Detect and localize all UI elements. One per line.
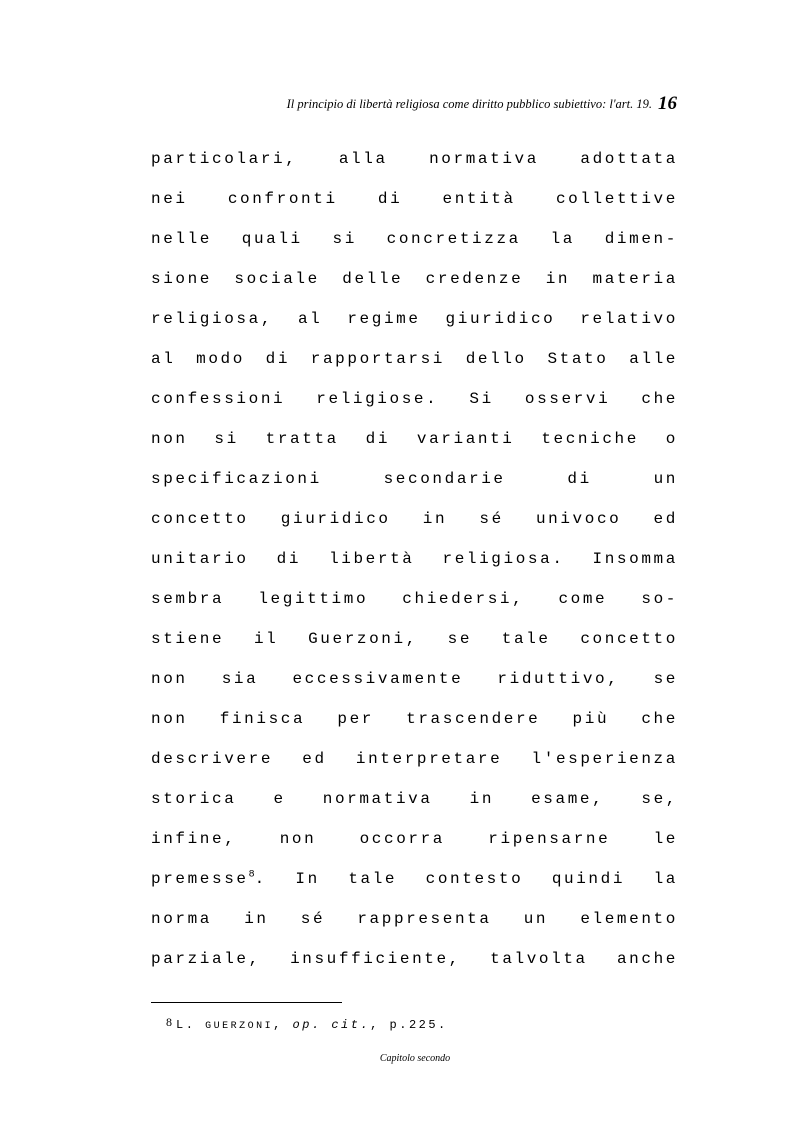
text-line xyxy=(151,863,678,903)
word: se xyxy=(447,630,473,648)
footnote-work: op. cit. xyxy=(292,1018,371,1032)
word: osservi xyxy=(524,390,611,408)
word: quindi xyxy=(551,870,626,888)
word: religiosa. xyxy=(442,550,565,568)
running-header xyxy=(287,94,677,114)
text-line xyxy=(151,383,678,423)
word: trascendere xyxy=(406,710,541,728)
word: concretizza xyxy=(386,230,521,248)
word: quali xyxy=(241,230,303,248)
word: il xyxy=(253,630,279,648)
word: per xyxy=(337,710,374,728)
footnote xyxy=(166,1013,448,1036)
word: sembra xyxy=(151,590,225,608)
word: regime xyxy=(347,310,421,328)
word: Si xyxy=(469,390,494,408)
text-line xyxy=(151,343,678,383)
word: come xyxy=(558,590,608,608)
text-line xyxy=(151,943,678,983)
word: specificazioni xyxy=(151,470,322,488)
text-line xyxy=(151,783,678,823)
footnote-page: , p.225. xyxy=(370,1018,448,1032)
word: libertà xyxy=(329,550,415,568)
text-line xyxy=(151,743,678,783)
word: un xyxy=(523,910,549,928)
word: delle xyxy=(342,270,404,288)
word: secondarie xyxy=(383,470,506,488)
text-line xyxy=(151,503,678,543)
word: Stato xyxy=(547,350,609,368)
word: eccessivamente xyxy=(292,670,464,688)
word: alla xyxy=(338,150,388,168)
word: tecniche xyxy=(541,430,639,448)
word: norma xyxy=(151,910,213,928)
word: parziale, xyxy=(151,950,261,968)
word: materia xyxy=(592,270,678,288)
footnote-number: 8 xyxy=(166,1015,172,1029)
word: varianti xyxy=(416,430,515,448)
text-line xyxy=(151,623,678,663)
word: chiedersi, xyxy=(402,590,525,608)
page-footer: Capitolo secondo xyxy=(379,1053,451,1064)
word: di xyxy=(265,350,291,368)
text-line xyxy=(151,423,678,463)
word: concetto xyxy=(580,630,678,648)
word: Guerzoni, xyxy=(308,630,418,648)
word: si xyxy=(214,430,239,448)
footnote-divider xyxy=(151,1002,342,1003)
word: di xyxy=(377,190,403,208)
word: al xyxy=(297,310,323,328)
word: non xyxy=(151,710,188,728)
text-line xyxy=(151,223,678,263)
footnote-reference-suffix: . xyxy=(254,870,267,888)
word: nei xyxy=(151,190,188,208)
word: premesse$^8$. xyxy=(151,869,267,888)
word: o xyxy=(665,430,678,448)
running-title: Il principio di libertà religiosa come diritto pubblico subiettivo: l'art. 19. xyxy=(286,97,652,111)
word: di xyxy=(567,470,592,488)
word: sione xyxy=(151,270,213,288)
word: di xyxy=(276,550,302,568)
footnote-reference[interactable]: 8 xyxy=(248,869,255,881)
word: elemento xyxy=(580,910,678,928)
word: sé xyxy=(300,910,326,928)
word: sociale xyxy=(234,270,320,288)
word: relativo xyxy=(580,310,678,328)
word: storica xyxy=(151,790,237,808)
text-line xyxy=(151,183,678,223)
word: religiose. xyxy=(316,390,439,408)
word: che xyxy=(641,710,678,728)
word: ripensarne xyxy=(488,830,611,848)
word: sé xyxy=(479,510,504,528)
word: finisca xyxy=(219,710,306,728)
word: tale xyxy=(348,870,398,888)
word: anche xyxy=(616,950,678,968)
word: legittimo xyxy=(258,590,369,608)
page-number: 16 xyxy=(658,93,677,114)
word: al xyxy=(151,350,176,368)
word: rappresenta xyxy=(357,910,492,928)
word: modo xyxy=(196,350,245,368)
text-line xyxy=(151,903,678,943)
word: se xyxy=(653,670,678,688)
word: se, xyxy=(641,790,678,808)
word: credenze xyxy=(425,270,524,288)
word: normativa xyxy=(322,790,433,808)
word: in xyxy=(545,270,571,288)
text-line xyxy=(151,263,678,303)
word: giuridico xyxy=(280,510,391,528)
word: infine, xyxy=(151,830,237,848)
word: le xyxy=(653,830,678,848)
word: In xyxy=(295,870,320,888)
word: riduttivo, xyxy=(497,670,620,688)
word: in xyxy=(469,790,495,808)
word: la xyxy=(653,870,678,888)
word: contesto xyxy=(425,870,524,888)
word: normativa xyxy=(429,150,539,168)
word: collettive xyxy=(555,190,678,208)
word: esame, xyxy=(531,790,605,808)
word: in xyxy=(422,510,448,528)
word: particolari, xyxy=(151,150,298,168)
word: si xyxy=(332,230,357,248)
word: tale xyxy=(501,630,551,648)
word: dimen- xyxy=(604,230,678,248)
word: talvolta xyxy=(490,950,588,968)
word: religiosa, xyxy=(151,310,274,328)
word: non xyxy=(151,670,188,688)
word: sia xyxy=(221,670,259,688)
text-line xyxy=(151,703,678,743)
word: non xyxy=(279,830,317,848)
word: l'esperienza xyxy=(531,750,678,768)
word: occorra xyxy=(359,830,446,848)
body-text xyxy=(151,143,678,983)
word: descrivere xyxy=(151,750,274,768)
word: alle xyxy=(629,350,678,368)
word: non xyxy=(151,430,188,448)
word: giuridico xyxy=(445,310,556,328)
text-line xyxy=(151,543,678,583)
word: insufficiente, xyxy=(290,950,461,968)
footnote-author-surname: GUERZONI xyxy=(205,1021,274,1032)
word: in xyxy=(244,910,269,928)
word: di xyxy=(365,430,391,448)
text-line xyxy=(151,303,678,343)
text-line xyxy=(151,663,678,703)
word: stiene xyxy=(151,630,225,648)
word: confronti xyxy=(227,190,338,208)
word: adottata xyxy=(580,150,678,168)
footnote-separator: , xyxy=(273,1018,293,1032)
word: ed xyxy=(302,750,327,768)
word: univoco xyxy=(535,510,622,528)
text-line xyxy=(151,823,678,863)
word: entità xyxy=(442,190,516,208)
word: rapportarsi xyxy=(310,350,445,368)
word: dello xyxy=(465,350,527,368)
word: so- xyxy=(641,590,678,608)
word: confessioni xyxy=(151,390,286,408)
word: tratta xyxy=(265,430,339,448)
word: nelle xyxy=(151,230,213,248)
text-line xyxy=(151,143,678,183)
word: concetto xyxy=(151,510,249,528)
footnote-author-initial: L. xyxy=(176,1018,206,1032)
word: e xyxy=(273,790,286,808)
text-line xyxy=(151,583,678,623)
word: un xyxy=(653,470,678,488)
text-line xyxy=(151,463,678,503)
word: più xyxy=(572,710,610,728)
word: unitario xyxy=(151,550,249,568)
word: ed xyxy=(653,510,678,528)
word: la xyxy=(550,230,575,248)
word: che xyxy=(641,390,678,408)
word: Insomma xyxy=(592,550,678,568)
word: interpretare xyxy=(355,750,503,768)
